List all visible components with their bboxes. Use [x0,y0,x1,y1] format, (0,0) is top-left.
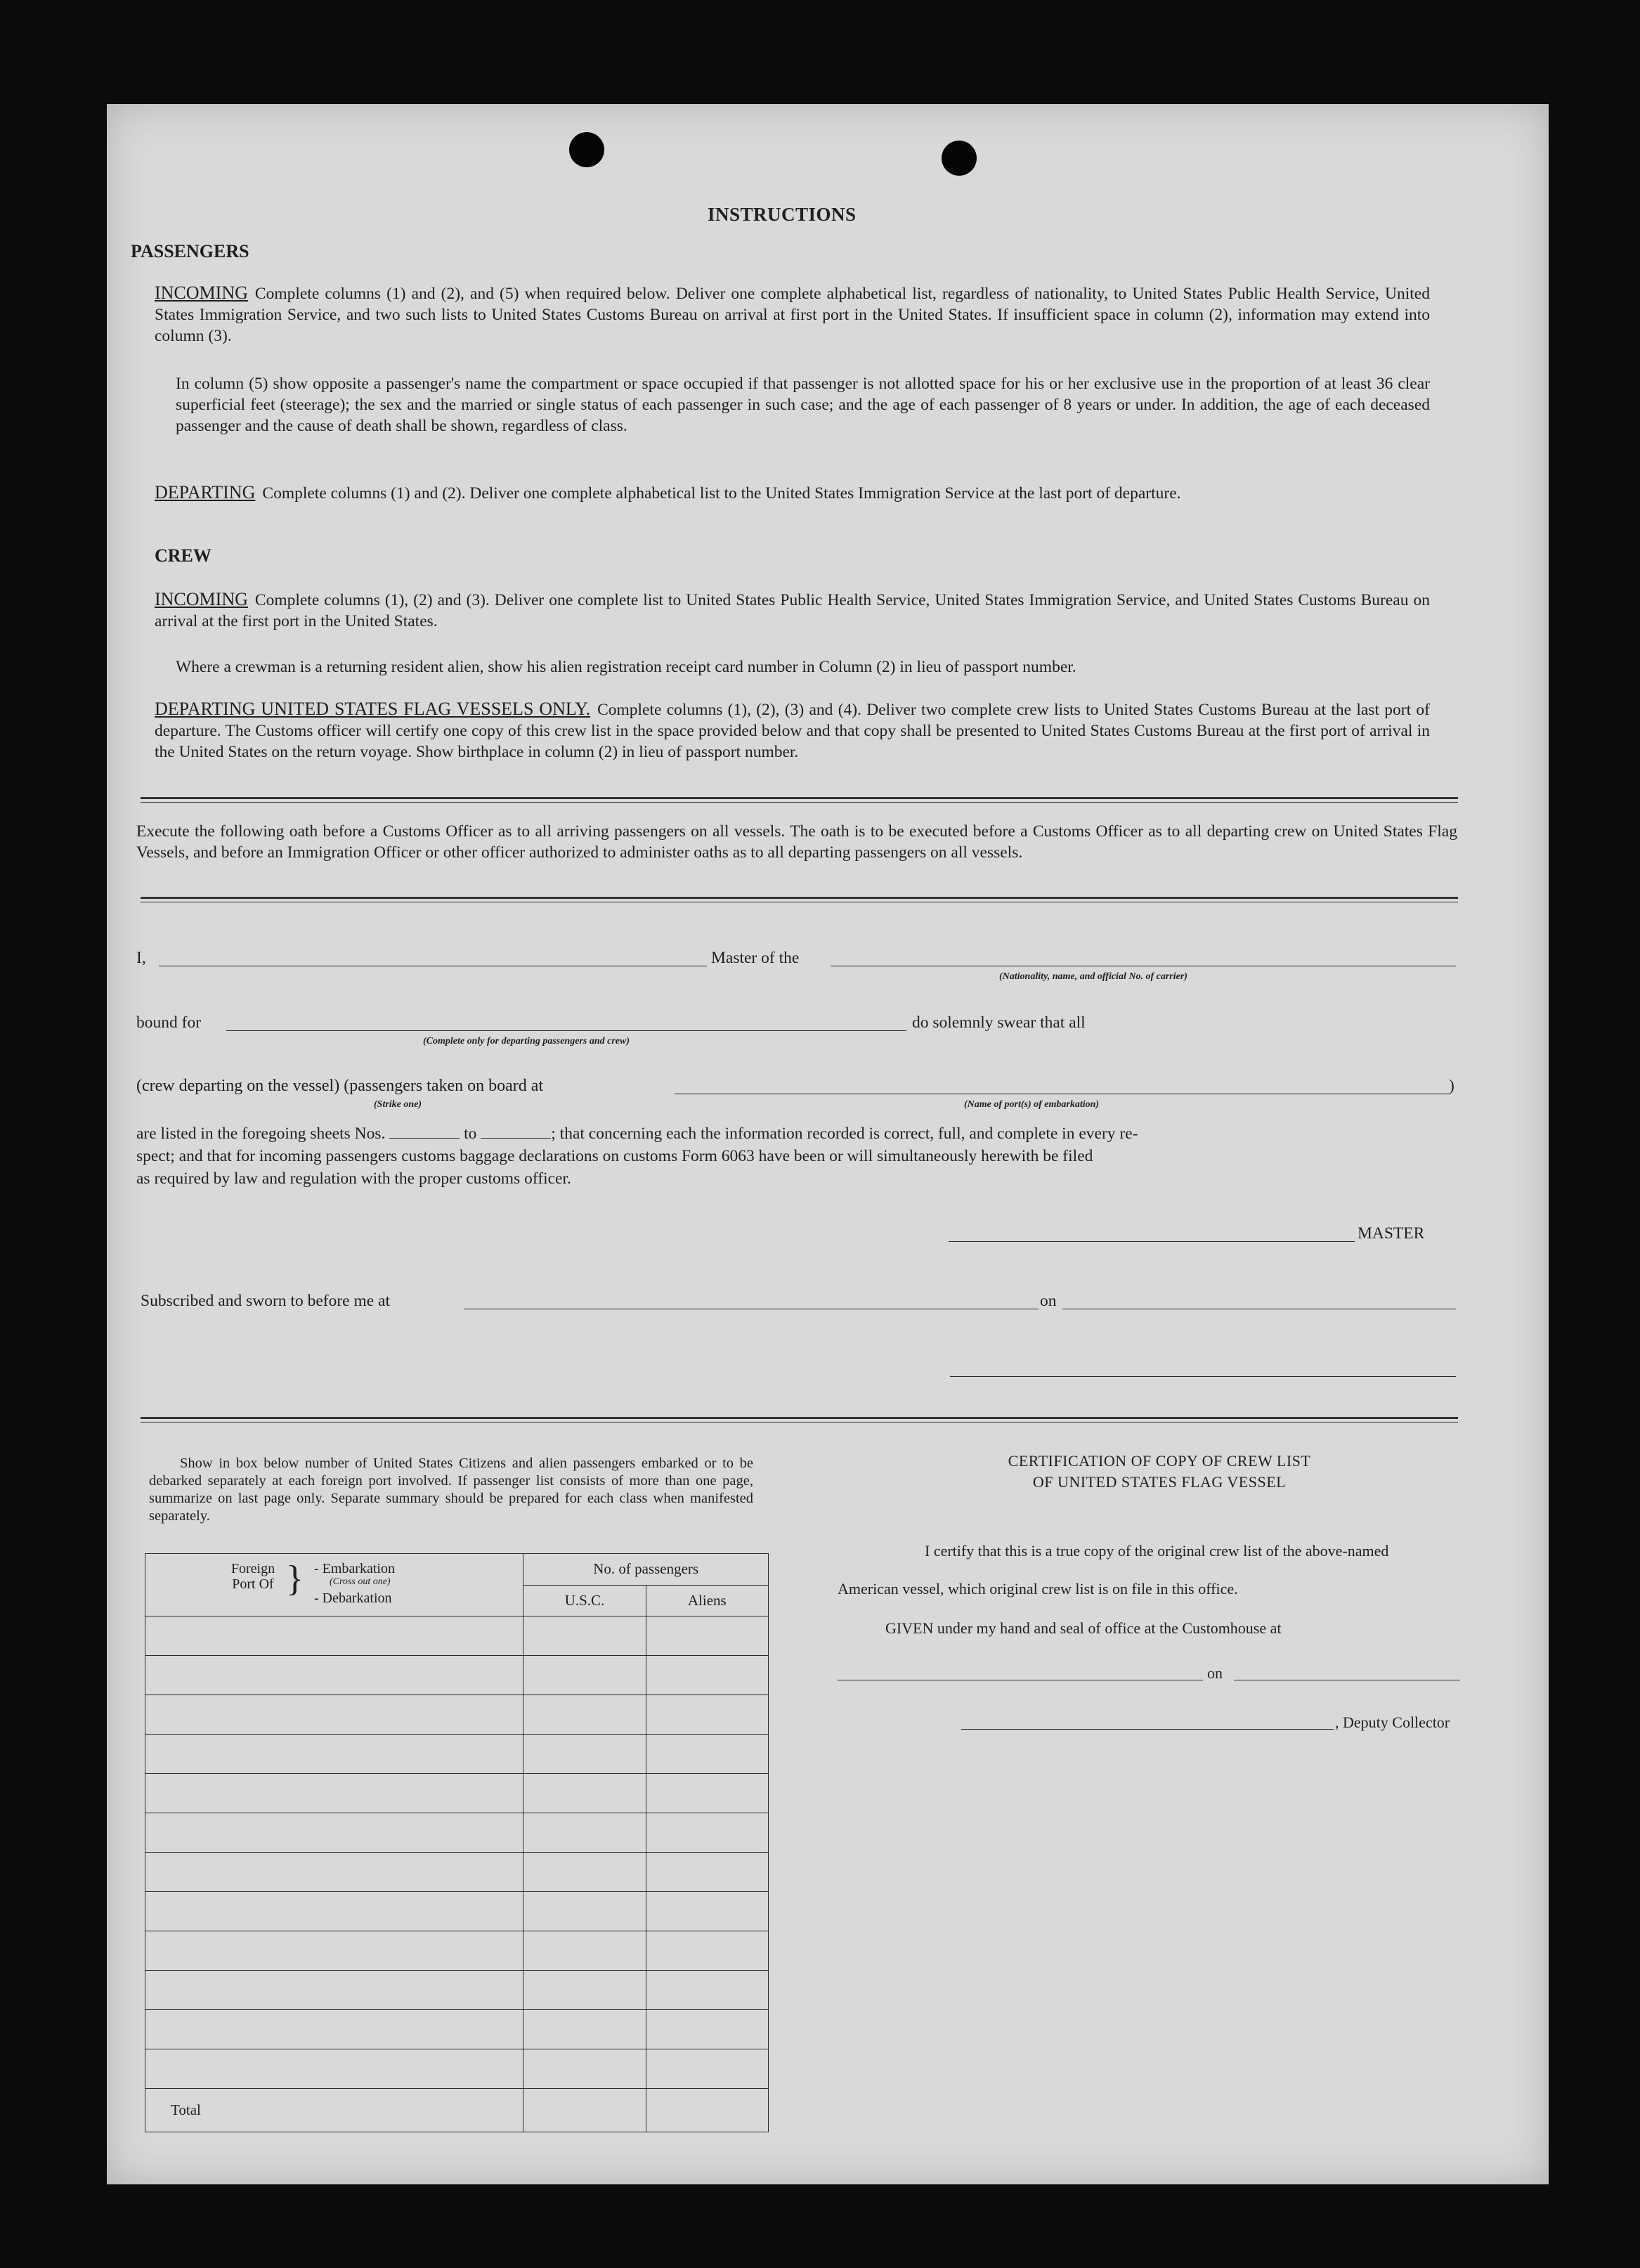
sheet-to-line[interactable] [481,1138,551,1139]
oath-i: I, [136,949,146,967]
table-row[interactable] [145,2049,769,2089]
crew-incoming-label: INCOMING [155,589,248,609]
close-paren: ) [1449,1077,1454,1095]
foreign-port-label: Foreign Port Of [230,1561,275,1592]
crew-departing-us: DEPARTING UNITED STATES FLAG VESSELS ONLY. Complete columns (1), (2), (3) and (4). Deliver two complete crew lists to United States Customs Bureau at the last port of departure. The Customs officer will certify one copy of this crew list in the space provided below and that copy shall be presented to United States Customs Bureau at the first port of arrival in the United States on the return voyage. Show birthplace in column (2) in lieu of passport number. [155,699,1430,761]
cross-out-note: (Cross out one) [330,1576,391,1587]
total-label: Total [145,2089,523,2132]
debarkation-label: - Debarkation [314,1590,392,1606]
crew-heading: CREW [155,545,211,566]
crew-incoming: INCOMING Complete columns (1), (2) and (3). Deliver one complete list to United States Public Health Service, United States Immigration Service, and United States Customs Bureau on arrival at the first port in the United States. [155,589,1430,630]
punch-hole [942,141,977,176]
passenger-summary-table [145,1553,769,2132]
divider [141,897,1458,902]
deputy-collector-label: , Deputy Collector [1335,1713,1450,1731]
total-row[interactable] [145,2089,769,2132]
strike-note: (Strike one) [374,1099,422,1110]
subscribed-label: Subscribed and sworn to before me at [141,1292,391,1310]
table-row[interactable] [145,1892,769,1931]
passengers-heading: PASSENGERS [131,241,249,261]
table-row[interactable] [145,1656,769,1695]
usc-header: U.S.C. [523,1585,646,1616]
table-row[interactable] [145,1735,769,1774]
crew-departing-text: (crew departing on the vessel) (passengers taken on board at [136,1077,544,1095]
certify-line-2: American vessel, which original crew list is on file in this office. [838,1580,1238,1598]
punch-hole [569,132,604,167]
aliens-header: Aliens [646,1585,768,1616]
given-line: GIVEN under my hand and seal of office at the Customhouse at [885,1619,1282,1637]
divider [141,797,1458,803]
table-row[interactable] [145,1971,769,2010]
swear-text: do solemnly swear that all [912,1013,1086,1032]
table-row[interactable] [145,1931,769,1971]
table-row[interactable] [145,2010,769,2049]
departing-label: DEPARTING [155,482,256,503]
port-note: (Name of port(s) of embarkation) [964,1099,1100,1110]
certify-line-1: I certify that this is a true copy of the original crew list of the above-named [925,1542,1389,1560]
table-row[interactable] [145,1616,769,1656]
table-row[interactable] [145,1695,769,1735]
departing-us-label: DEPARTING UNITED STATES FLAG VESSELS ONLY. [155,699,591,719]
oath-intro: Execute the following oath before a Customs Officer as to all arriving passengers on all vessels. The oath is to be executed before a Customs Officer as to all departing crew on United States Flag Vessels, and before an Immigration Officer or other officer authorized to administer oaths as to all departing passengers on all vessels. [136,822,1457,862]
table-row[interactable] [145,1813,769,1853]
summary-instructions: Show in box below number of United States Citizens and alien passengers embarked or to be debarked separately at each foreign port involved. If passenger list consists of more than one page, summarize on last page only. Separate summary should be prepared for each class when manifested separately. [149,1456,753,1524]
no-passengers-header: No. of passengers [523,1554,769,1586]
passengers-departing: DEPARTING Complete columns (1) and (2). Deliver one complete alphabetical list to the United States Immigration Service at the last port of departure. [155,482,1181,503]
document-page [107,104,1549,2184]
passengers-incoming: INCOMING Complete columns (1) and (2), and (5) when required below. Deliver one complete alphabetical list, regardless of nationality, to United States Public Health Service, United States Immigration Service, and two such lists to United States Customs Bureau on arrival at first port in the United States. If insufficient space in column (2), information may extend into column (3). [155,283,1430,345]
on-label: on [1040,1292,1057,1310]
listed-line-1: are listed in the foregoing sheets Nos. to ; that concerning each the information recorded is correct, full, and complete in every re- [136,1125,1138,1143]
brace-icon: } [286,1559,304,1599]
officer-signature-line[interactable] [950,1376,1456,1377]
table-row[interactable] [145,1853,769,1892]
listed-line-2: spect; and that for incoming passengers customs baggage declarations on customs Form 6063 have been or will simultaneously herewith be filed [136,1147,1093,1165]
master-label: MASTER [1358,1224,1425,1243]
foreign-port-header [145,1554,523,1616]
resident-alien-note: Where a crewman is a returning resident alien, show his alien registration receipt card number in Column (2) in lieu of passport number. [176,658,1076,676]
cert-title-2: OF UNITED STATES FLAG VESSEL [1032,1473,1287,1491]
carrier-note: (Nationality, name, and official No. of carrier) [999,971,1187,982]
cert-title-1: CERTIFICATION OF COPY OF CREW LIST [1008,1452,1311,1470]
master-of-label: Master of the [711,949,800,967]
master-signature-line[interactable] [949,1241,1355,1242]
bound-for-line[interactable] [226,1030,906,1031]
sheet-from-line[interactable] [389,1138,460,1139]
deputy-signature-line[interactable] [961,1729,1334,1730]
listed-line-3: as required by law and regulation with the proper customs officer. [136,1169,571,1188]
divider [141,1417,1458,1423]
bound-note: (Complete only for departing passengers and crew) [423,1036,630,1046]
cert-on-label: on [1207,1664,1223,1682]
embarkation-label: - Embarkation [314,1561,395,1576]
table-row[interactable] [145,1774,769,1813]
page-title: INSTRUCTIONS [708,204,857,225]
bound-for-label: bound for [136,1013,202,1032]
column5-instructions: In column (5) show opposite a passenger's name the compartment or space occupied if that passenger is not allotted space for his or her exclusive use in the proportion of at least 36 clear superficial feet (steerage); the sex and the married or single status of each passenger in such case; and the age of each passenger of 8 years or under. In addition, the age of each deceased passenger and the cause of death shall be shown, regardless of class. [176,375,1430,435]
incoming-label: INCOMING [155,283,248,303]
